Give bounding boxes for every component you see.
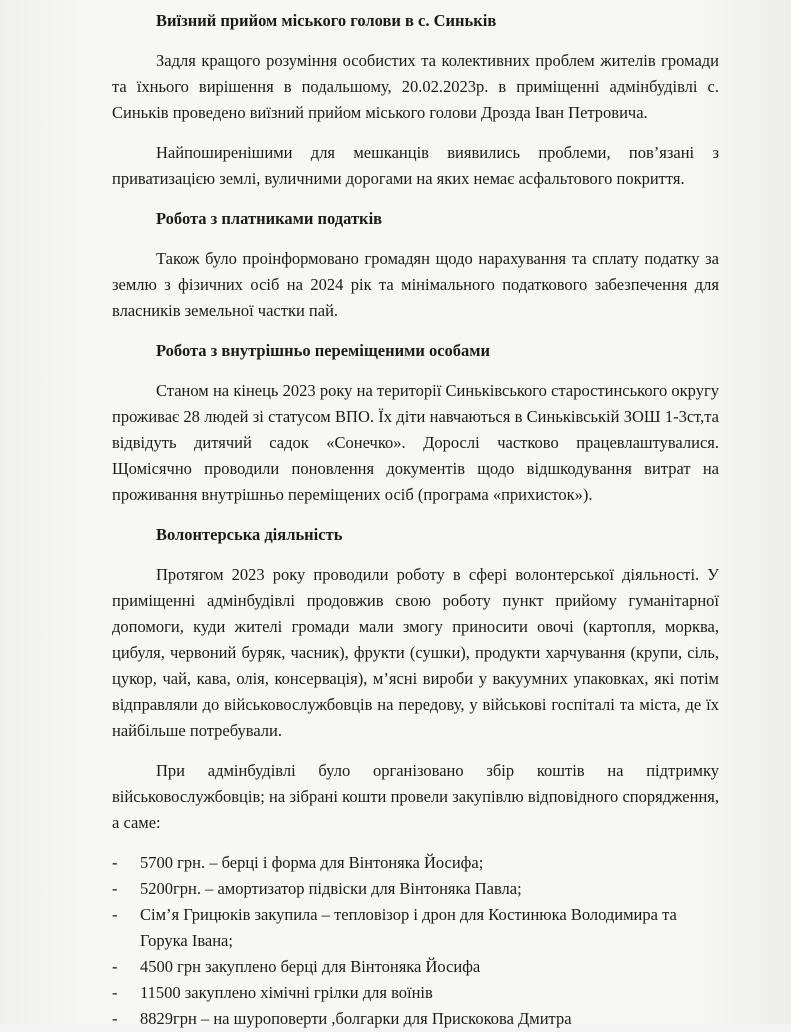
- paragraph: Задля кращого розуміння особистих та колективних проблем жителів громади та їхнього вирішення в подальшому, 20.02.2023р. в приміщенні адмінбудівлі с. Синьків проведено виїзний прийом міського голови Дрозда Іван Петровича.: [112, 51, 719, 122]
- list-item-text: 11500 закуплено хімічні грілки для воїнів: [140, 983, 433, 1002]
- section-taxpayers: [112, 206, 719, 324]
- list-item: [112, 902, 719, 954]
- section-heading: Робота з платниками податків: [156, 209, 383, 228]
- list-item-text: 8829грн – на шуроповерти ,болгарки для Прискокова Дмитра: [140, 1009, 572, 1028]
- paragraph: Також було проінформовано громадян щодо нарахування та сплату податку за землю з фізичних осіб на 2024 рік та мінімального податкового забезпечення для власників земельної частки пай.: [112, 249, 719, 320]
- paragraph: При адмінбудівлі було організовано збір коштів на підтримку військовослужбовців; на зібрані кошти провели закупівлю відповідного спорядження, а саме:: [112, 761, 719, 832]
- list-item: [112, 876, 719, 902]
- list-item-text: Сім’я Грицюків закупила – тепловізор і дрон для Костинюка Володимира та Горука Івана;: [140, 905, 677, 950]
- section-heading: Робота з внутрішньо переміщеними особами: [156, 341, 491, 360]
- paragraph: Протягом 2023 року проводили роботу в сфері волонтерської діяльності. У приміщенні адмінбудівлі продовжив свою роботу пункт прийому гуманітарної допомоги, куди жителі громади мали змогу приносити овочі (картопля, морква, цибуля, червоний буряк, часник), фрукти (сушки), продукти харчування (крупи, сіль, цукор, чай, кава, олія, консервація), м’ясні вироби у вакуумних упаковках, які потім відправляли до військовослужбовців на передову, у військові госпіталі та міста, де їх найбільше потребували.: [112, 565, 719, 740]
- list-item-text: 5700 грн. – берці і форма для Вінтоняка Йосифа;: [140, 853, 484, 872]
- list-marker: -: [112, 957, 118, 976]
- list-marker: -: [112, 1009, 118, 1028]
- list-item: [112, 1006, 719, 1032]
- section-heading: Волонтерська діяльність: [156, 525, 343, 544]
- section-idp: [112, 338, 719, 508]
- list-marker: -: [112, 879, 118, 898]
- section-mayor-visit: [112, 8, 719, 192]
- section-volunteer: [112, 522, 719, 836]
- list-item: [112, 850, 719, 876]
- list-marker: -: [112, 853, 118, 872]
- paragraph: Станом на кінець 2023 року на території Синьківського старостинського округу проживає 28 людей зі статусом ВПО. Їх діти навчаються в Синьківській ЗОШ 1-3ст,та відвідуть дитячий садок «Сонечко». Дорослі частково працевлаштувалися. Щомісячно проводили поновлення документів щодо відшкодування витрат на проживання внутрішньо переміщених осіб (програма «прихисток»).: [112, 381, 719, 504]
- list-item-text: 5200грн. – амортизатор підвіски для Вінтоняка Павла;: [140, 879, 522, 898]
- list-marker: -: [112, 983, 118, 1002]
- list-marker: -: [112, 905, 118, 924]
- list-item-text: 4500 грн закуплено берці для Вінтоняка Йосифа: [140, 957, 481, 976]
- purchases-list: [112, 850, 719, 1032]
- paragraph: Найпоширенішими для мешканців виявились проблеми, пов’язані з приватизацією землі, вуличними дорогами на яких немає асфальтового покриття.: [112, 143, 719, 188]
- list-item: [112, 954, 719, 980]
- list-item: [112, 980, 719, 1006]
- section-heading: Виїзний прийом міського голови в с. Синьків: [156, 11, 497, 30]
